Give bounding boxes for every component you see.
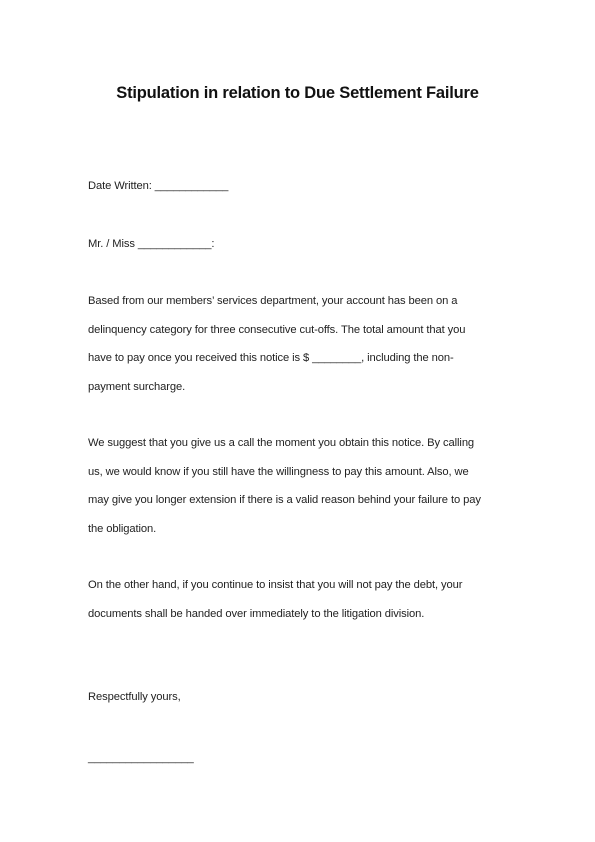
date-written-line: Date Written: ____________ <box>88 180 229 192</box>
signature-line: _________________ <box>88 752 194 764</box>
paragraph-line: delinquency category for three consecutive cut-offs. The total amount that you <box>88 323 466 336</box>
paragraph-line: On the other hand, if you continue to insist that you will not pay the debt, your <box>88 579 463 591</box>
paragraph-line: us, we would know if you still have the willingness to pay this amount. Also, we <box>88 465 469 478</box>
paragraph-litigation-warning <box>88 578 508 635</box>
paragraph-line: payment surcharge. <box>88 381 186 394</box>
closing-line: Respectfully yours, <box>88 691 181 703</box>
document-title: Stipulation in relation to Due Settlement Failure <box>116 84 479 102</box>
paragraph-line: have to pay once you received this notice is $ ________, including the non- <box>88 352 454 365</box>
paragraph-line: Based from our members’ services department, your account has been on a <box>88 295 458 307</box>
paragraph-line: We suggest that you give us a call the moment you obtain this notice. By calling <box>88 437 475 449</box>
salutation-line: Mr. / Miss ____________: <box>88 238 215 250</box>
paragraph-line: documents shall be handed over immediately to the litigation division. <box>88 607 425 620</box>
paragraph-call-request <box>88 436 508 551</box>
paragraph-line: the obligation. <box>88 523 157 536</box>
paragraph-account-status <box>88 294 508 409</box>
paragraph-line: may give you longer extension if there is a valid reason behind your failure to pay <box>88 494 481 507</box>
